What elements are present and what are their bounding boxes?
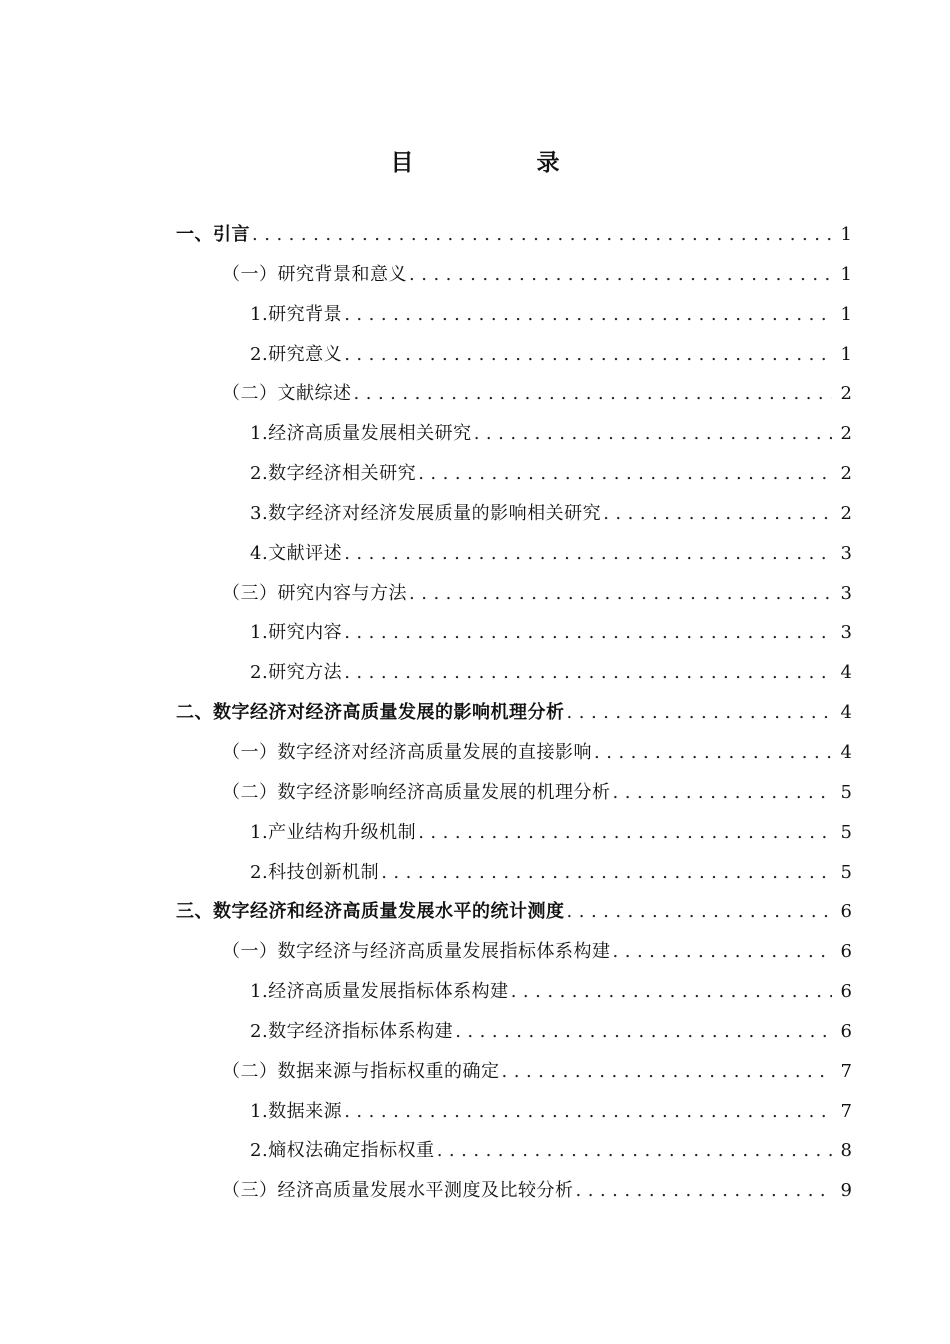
toc-entry-text: 4.文献评述 [250,542,343,564]
toc-entry-text: （三）研究内容与方法 [222,582,407,604]
toc-entry-text: 1.研究内容 [250,622,343,644]
toc-list [176,215,852,1211]
toc-entry-text: 1.数据来源 [250,1100,343,1122]
toc-leader-dots [344,335,832,375]
toc-leader-dots [409,255,832,295]
toc-leader-dots [594,733,832,773]
toc-entry[interactable] [176,374,852,414]
toc-leader-dots [344,534,832,574]
toc-entry[interactable] [176,1012,852,1052]
toc-entry-page-number: 2 [840,502,852,524]
toc-entry[interactable] [176,255,852,295]
toc-entry-page-number: 7 [840,1060,852,1082]
toc-entry-page-number: 2 [840,423,852,445]
toc-entry-text: 1.研究背景 [250,303,343,325]
toc-entry-text: （二）数据来源与指标权重的确定 [222,1060,500,1082]
toc-leader-dots [603,494,832,534]
toc-entry-page-number: 3 [840,622,852,644]
toc-leader-dots [418,454,832,494]
toc-entry-text: （一）数字经济与经济高质量发展指标体系构建 [222,941,611,963]
toc-entry-text: 2.数字经济指标体系构建 [250,1020,454,1042]
toc-leader-dots [567,693,833,733]
toc-entry-page-number: 1 [840,224,852,245]
toc-entry-text: （三）经济高质量发展水平测度及比较分析 [222,1180,574,1202]
toc-entry-page-number: 8 [840,1140,852,1162]
toc-leader-dots [474,414,832,454]
toc-entry-page-number: 5 [840,821,852,843]
toc-entry[interactable] [176,1052,852,1092]
toc-entry-page-number: 1 [840,303,852,325]
toc-entry[interactable] [176,454,852,494]
toc-leader-dots [344,1092,832,1132]
toc-leader-dots [502,1052,833,1092]
toc-entry-text: 二、数字经济对经济高质量发展的影响机理分析 [176,702,565,724]
toc-entry[interactable] [176,335,852,375]
toc-leader-dots [576,1171,833,1211]
toc-leader-dots [409,574,832,614]
toc-entry-text: 1.经济高质量发展指标体系构建 [250,981,509,1003]
toc-entry-page-number: 4 [840,662,852,684]
toc-entry-page-number: 4 [840,702,852,724]
toc-entry-page-number: 9 [840,1180,852,1202]
toc-entry[interactable] [176,853,852,893]
toc-entry[interactable] [176,892,852,932]
toc-entry-text: 1.经济高质量发展相关研究 [250,423,472,445]
toc-leader-dots [455,1012,832,1052]
toc-leader-dots [354,374,833,414]
toc-entry-page-number: 7 [840,1100,852,1122]
toc-entry[interactable] [176,295,852,335]
toc-entry[interactable] [176,972,852,1012]
toc-entry[interactable] [176,534,852,574]
toc-title: 目 录 [390,150,610,176]
toc-entry-page-number: 5 [840,861,852,883]
toc-entry-page-number: 2 [840,463,852,485]
toc-entry-text: 3.数字经济对经济发展质量的影响相关研究 [250,502,602,524]
toc-entry[interactable] [176,932,852,972]
toc-leader-dots [344,653,832,693]
toc-entry-text: （一）研究背景和意义 [222,263,407,285]
toc-entry[interactable] [176,1092,852,1132]
toc-entry[interactable] [176,414,852,454]
toc-entry-text: 2.数字经济相关研究 [250,463,417,485]
toc-entry[interactable] [176,215,852,255]
toc-entry-page-number: 6 [840,981,852,1003]
toc-entry-text: （一）数字经济对经济高质量发展的直接影响 [222,741,592,763]
toc-entry[interactable] [176,813,852,853]
toc-entry[interactable] [176,773,852,813]
toc-entry[interactable] [176,733,852,773]
toc-entry[interactable] [176,693,852,733]
toc-entry-page-number: 6 [840,901,852,923]
toc-entry[interactable] [176,494,852,534]
toc-leader-dots [613,773,833,813]
toc-entry-page-number: 1 [840,263,852,285]
toc-entry-text: 一、引言 [176,224,250,245]
toc-entry-page-number: 6 [840,1020,852,1042]
toc-entry-page-number: 6 [840,941,852,963]
toc-entry[interactable] [176,613,852,653]
toc-leader-dots [511,972,832,1012]
toc-entry-text: 2.熵权法确定指标权重 [250,1140,435,1162]
toc-leader-dots [344,295,832,335]
toc-entry-page-number: 5 [840,781,852,803]
toc-entry-text: 1.产业结构升级机制 [250,821,417,843]
toc-entry-page-number: 4 [840,741,852,763]
toc-entry-page-number: 1 [840,343,852,365]
toc-entry[interactable] [176,574,852,614]
toc-entry-page-number: 2 [840,383,852,405]
toc-entry-text: 2.研究方法 [250,662,343,684]
toc-leader-dots [567,892,833,932]
toc-entry-page-number: 3 [840,542,852,564]
toc-leader-dots [613,932,833,972]
toc-entry-text: （二）数字经济影响经济高质量发展的机理分析 [222,781,611,803]
toc-entry-text: 2.科技创新机制 [250,861,380,883]
toc-entry[interactable] [176,653,852,693]
toc-entry[interactable] [176,1171,852,1211]
toc-entry-text: （二）文献综述 [222,383,352,405]
toc-entry-text: 2.研究意义 [250,343,343,365]
toc-leader-dots [437,1131,832,1171]
toc-leader-dots [381,853,832,893]
toc-leader-dots [344,613,832,653]
toc-entry-page-number: 3 [840,582,852,604]
toc-entry[interactable] [176,1131,852,1171]
toc-entry-text: 三、数字经济和经济高质量发展水平的统计测度 [176,901,565,923]
toc-leader-dots [418,813,832,853]
toc-leader-dots [252,215,832,255]
